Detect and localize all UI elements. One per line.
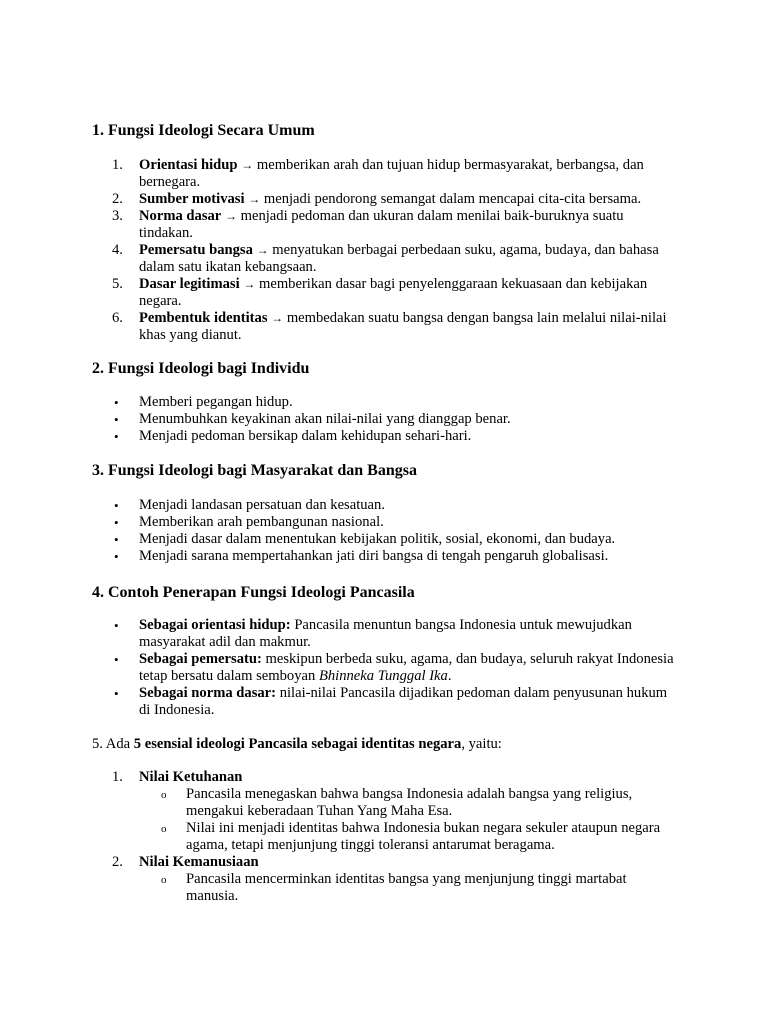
- heading-contoh-penerapan: 4. Contoh Penerapan Fungsi Ideologi Pancasila: [92, 584, 415, 601]
- heading-fungsi-masyarakat: 3. Fungsi Ideologi bagi Masyarakat dan Bangsa: [92, 462, 417, 479]
- sub-list-item: [0, 871, 676, 905]
- list-item: [0, 514, 675, 531]
- arrow-icon: →: [241, 158, 254, 172]
- list-item: [0, 242, 675, 276]
- list-item: [0, 685, 675, 719]
- item-text: menyatukan berbagai perbedaan suku, agama, budaya, dan bahasa dalam satu ikatan kebangsaan.: [139, 242, 659, 275]
- bullet-icon: •: [114, 429, 119, 444]
- bullet-icon: •: [114, 618, 119, 633]
- list-item: [0, 651, 675, 685]
- item-text: nilai-nilai Pancasila dijadikan pedoman dalam penyusunan hukum di Indonesia.: [139, 685, 668, 718]
- item-end: .: [447, 668, 452, 684]
- list-esensial: [0, 769, 675, 905]
- list-item: [0, 531, 675, 548]
- item-text: Pancasila menegaskan bahwa bangsa Indonesia adalah bangsa yang religius, mengakui keberadaan Tuhan Yang Maha Esa.: [186, 786, 633, 819]
- item-term: Dasar legitimasi: [139, 276, 240, 292]
- heading-fungsi-umum: 1. Fungsi Ideologi Secara Umum: [92, 122, 315, 139]
- list-item: [0, 617, 675, 651]
- list-fungsi-individu: [0, 394, 675, 445]
- bullet-icon: •: [114, 652, 119, 667]
- circle-bullet-icon: o: [161, 874, 167, 886]
- list-fungsi-masyarakat: [0, 497, 675, 565]
- item-text: membedakan suatu bangsa dengan bangsa lain melalui nilai-nilai khas yang dianut.: [139, 310, 667, 343]
- intro-pre: 5. Ada: [92, 736, 131, 752]
- list-number: 2.: [112, 854, 123, 870]
- item-term: Sebagai norma dasar:: [139, 685, 277, 701]
- list-item: [0, 428, 675, 445]
- arrow-icon: →: [256, 243, 269, 257]
- motto-text: Bhinneka Tunggal Ika: [318, 668, 448, 684]
- list-number: 5.: [112, 276, 123, 292]
- item-text: Nilai ini menjadi identitas bahwa Indonesia bukan negara sekuler ataupun negara agama, tetapi menjunjung tinggi toleransi antarumat beragama.: [186, 820, 661, 853]
- item-title: Nilai Kemanusiaan: [139, 854, 259, 870]
- list-number: 4.: [112, 242, 123, 258]
- item-text: Menjadi dasar dalam menentukan kebijakan politik, sosial, ekonomi, dan budaya.: [139, 531, 616, 547]
- list-item: [0, 276, 675, 310]
- item-text: memberikan dasar bagi penyelenggaraan kekuasaan dan kebijakan negara.: [139, 276, 648, 309]
- list-number: 1.: [112, 157, 123, 173]
- list-fungsi-umum: [0, 157, 675, 344]
- bullet-icon: •: [114, 532, 119, 547]
- item-text: Menjadi sarana mempertahankan jati diri bangsa di tengah pengaruh globalisasi.: [139, 548, 609, 564]
- list-number: 1.: [112, 769, 123, 785]
- list-number: 6.: [112, 310, 123, 326]
- item-text: Memberi pegangan hidup.: [139, 394, 293, 410]
- intro-post: , yaitu:: [461, 736, 502, 752]
- item-title: Nilai Ketuhanan: [139, 769, 243, 785]
- sub-list-item: [0, 786, 676, 820]
- intro-esensial: [92, 736, 502, 753]
- list-contoh-penerapan: [0, 617, 675, 719]
- arrow-icon: →: [271, 311, 284, 325]
- bullet-icon: •: [114, 395, 119, 410]
- list-item: [0, 854, 675, 905]
- circle-bullet-icon: o: [161, 789, 167, 801]
- item-text: memberikan arah dan tujuan hidup bermasyarakat, berbangsa, dan bernegara.: [139, 157, 644, 190]
- intro-bold: 5 esensial ideologi Pancasila sebagai identitas negara: [133, 736, 462, 752]
- list-number: 2.: [112, 191, 123, 207]
- item-text: Pancasila menuntun bangsa Indonesia untuk mewujudkan masyarakat adil dan makmur.: [139, 617, 632, 650]
- item-term: Pemersatu bangsa: [139, 242, 253, 258]
- item-term: Orientasi hidup: [139, 157, 238, 173]
- sub-list-item: [0, 820, 676, 854]
- item-text: Menumbuhkan keyakinan akan nilai-nilai yang dianggap benar.: [139, 411, 511, 427]
- heading-fungsi-individu: 2. Fungsi Ideologi bagi Individu: [92, 360, 310, 377]
- circle-bullet-icon: o: [161, 823, 167, 835]
- list-item: [0, 191, 675, 208]
- item-text: Pancasila mencerminkan identitas bangsa yang menjunjung tinggi martabat manusia.: [186, 871, 627, 904]
- item-term: Sumber motivasi: [139, 191, 245, 207]
- arrow-icon: →: [224, 209, 237, 223]
- bullet-icon: •: [114, 686, 119, 701]
- bullet-icon: •: [114, 549, 119, 564]
- bullet-icon: •: [114, 515, 119, 530]
- arrow-icon: →: [243, 277, 256, 291]
- item-term: Pembentuk identitas: [139, 310, 268, 326]
- sub-list: [0, 871, 627, 905]
- bullet-icon: •: [114, 498, 119, 513]
- arrow-icon: →: [248, 192, 261, 206]
- list-item: [0, 411, 675, 428]
- list-item: [0, 310, 675, 344]
- item-text: menjadi pendorong semangat dalam mencapai cita-cita bersama.: [263, 191, 642, 207]
- list-item: [0, 548, 675, 565]
- item-text: Menjadi landasan persatuan dan kesatuan.: [139, 497, 385, 513]
- list-item: [0, 157, 675, 191]
- item-text: menjadi pedoman dan ukuran dalam menilai baik-buruknya suatu tindakan.: [139, 208, 624, 241]
- list-number: 3.: [112, 208, 123, 224]
- list-item: [0, 394, 675, 411]
- item-term: Sebagai pemersatu:: [139, 651, 262, 667]
- list-item: [0, 208, 675, 242]
- list-item: [0, 497, 675, 514]
- item-text: Memberikan arah pembangunan nasional.: [139, 514, 384, 530]
- bullet-icon: •: [114, 412, 119, 427]
- item-term: Norma dasar: [139, 208, 222, 224]
- item-text: meskipun berbeda suku, agama, dan budaya, seluruh rakyat Indonesia tetap bersatu dalam semboyan: [139, 651, 674, 684]
- item-text: Menjadi pedoman bersikap dalam kehidupan sehari-hari.: [139, 428, 472, 444]
- list-item: [0, 769, 675, 854]
- item-term: Sebagai orientasi hidup:: [139, 617, 291, 633]
- sub-list: [0, 786, 661, 854]
